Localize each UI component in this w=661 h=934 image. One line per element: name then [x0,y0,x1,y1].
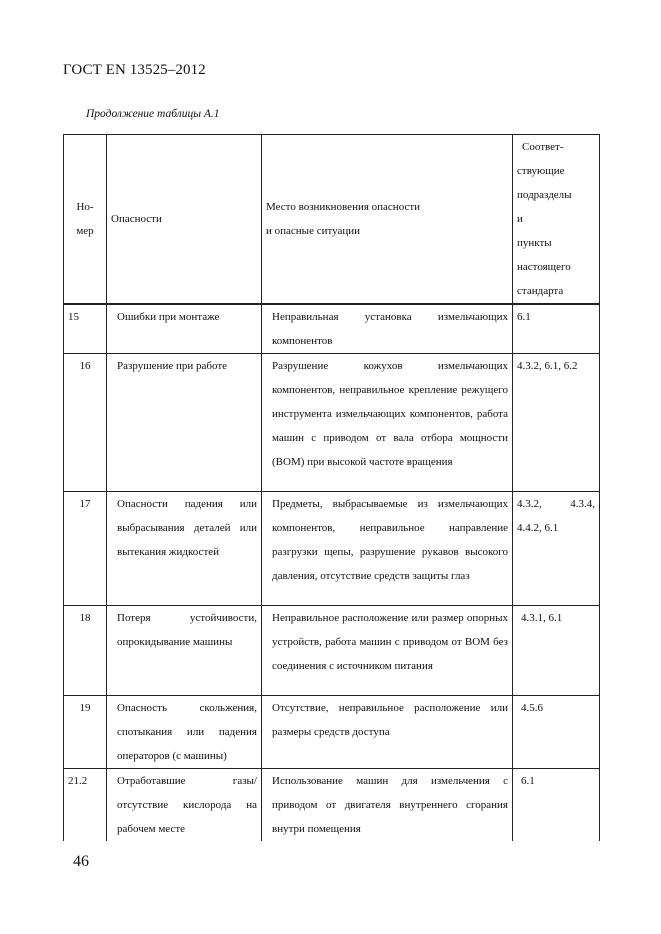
column-header-standard-line: подразделы [517,189,572,201]
row-clauses: 4.3.1, 6.1 [513,606,600,696]
row-clauses: 4.3.2, 4.3.4, 4.4.2, 6.1 [513,492,600,606]
column-header-number [64,135,107,305]
row-clauses: 4.3.2, 6.1, 6.2 [513,354,600,492]
row-hazard: Разрушение при работе [107,354,262,492]
row-clauses: 4.5.6 [513,696,600,769]
column-header-number-line: мер [76,225,94,237]
hazards-table [63,134,600,841]
row-number: 15 [64,304,107,354]
row-clauses: 6.1 [513,769,600,842]
column-header-standard [513,135,600,305]
table-row [64,696,600,769]
row-location: Предметы, выбрасываемые из измельчающих компонентов, неправильное направление разгрузки щепы, разрушение рукавов высокого давления, отсутствие средств защиты глаз [262,492,513,606]
column-header-location-line: и опасные ситуации [266,225,361,237]
page-number: 46 [73,853,89,870]
table-header-row [64,135,600,305]
row-hazard: Опасность скольжения, спотыкания или падения операторов (с машины) [107,696,262,769]
row-location: Отсутствие, неправильное расположение или размеры средств доступа [262,696,513,769]
row-number: 16 [64,354,107,492]
column-header-standard-line: Соответ- [522,141,564,153]
row-number: 18 [64,606,107,696]
table-row [64,492,600,606]
row-location: Разрушение кожухов измельчающих компонентов, неправильное крепление режущего инструмента измельчающих компонентов, работа машин с приводом от вала отбора мощности (ВОМ) при высокой частоте вращения [262,354,513,492]
row-number: 19 [64,696,107,769]
row-hazard: Ошибки при монтаже [107,304,262,354]
row-clauses: 6.1 [513,304,600,354]
row-hazard: Отработавшие газы/отсутствие кислорода на рабочем месте [107,769,262,842]
document-header: ГОСТ EN 13525–2012 [63,62,206,78]
table-row [64,769,600,842]
row-location: Неправильная установка измельчающих компонентов [262,304,513,354]
column-header-hazards: Опасности [107,135,262,305]
column-header-location [262,135,513,305]
column-header-standard-line: ствующие [517,165,565,177]
column-header-standard-line: настоящего [517,261,571,273]
table-caption: Продолжение таблицы А.1 [86,108,220,120]
row-number: 17 [64,492,107,606]
table-row [64,606,600,696]
row-location: Использование машин для измельчения с приводом от двигателя внутреннего сгорания внутри помещения [262,769,513,842]
column-header-standard-line: стандарта [517,285,564,297]
row-hazard: Опасности падения или выбрасывания деталей или вытекания жидкостей [107,492,262,606]
column-header-number-line: Но- [76,201,94,213]
column-header-location-line: Место возникновения опасности [266,201,421,213]
row-hazard: Потеря устойчивости, опрокидывание машины [107,606,262,696]
table-row [64,354,600,492]
table-row [64,304,600,354]
row-number: 21.2 [64,769,107,842]
row-location: Неправильное расположение или размер опорных устройств, работа машин с приводом от ВОМ без соединения с источником питания [262,606,513,696]
column-header-standard-line: и пункты [517,213,552,249]
